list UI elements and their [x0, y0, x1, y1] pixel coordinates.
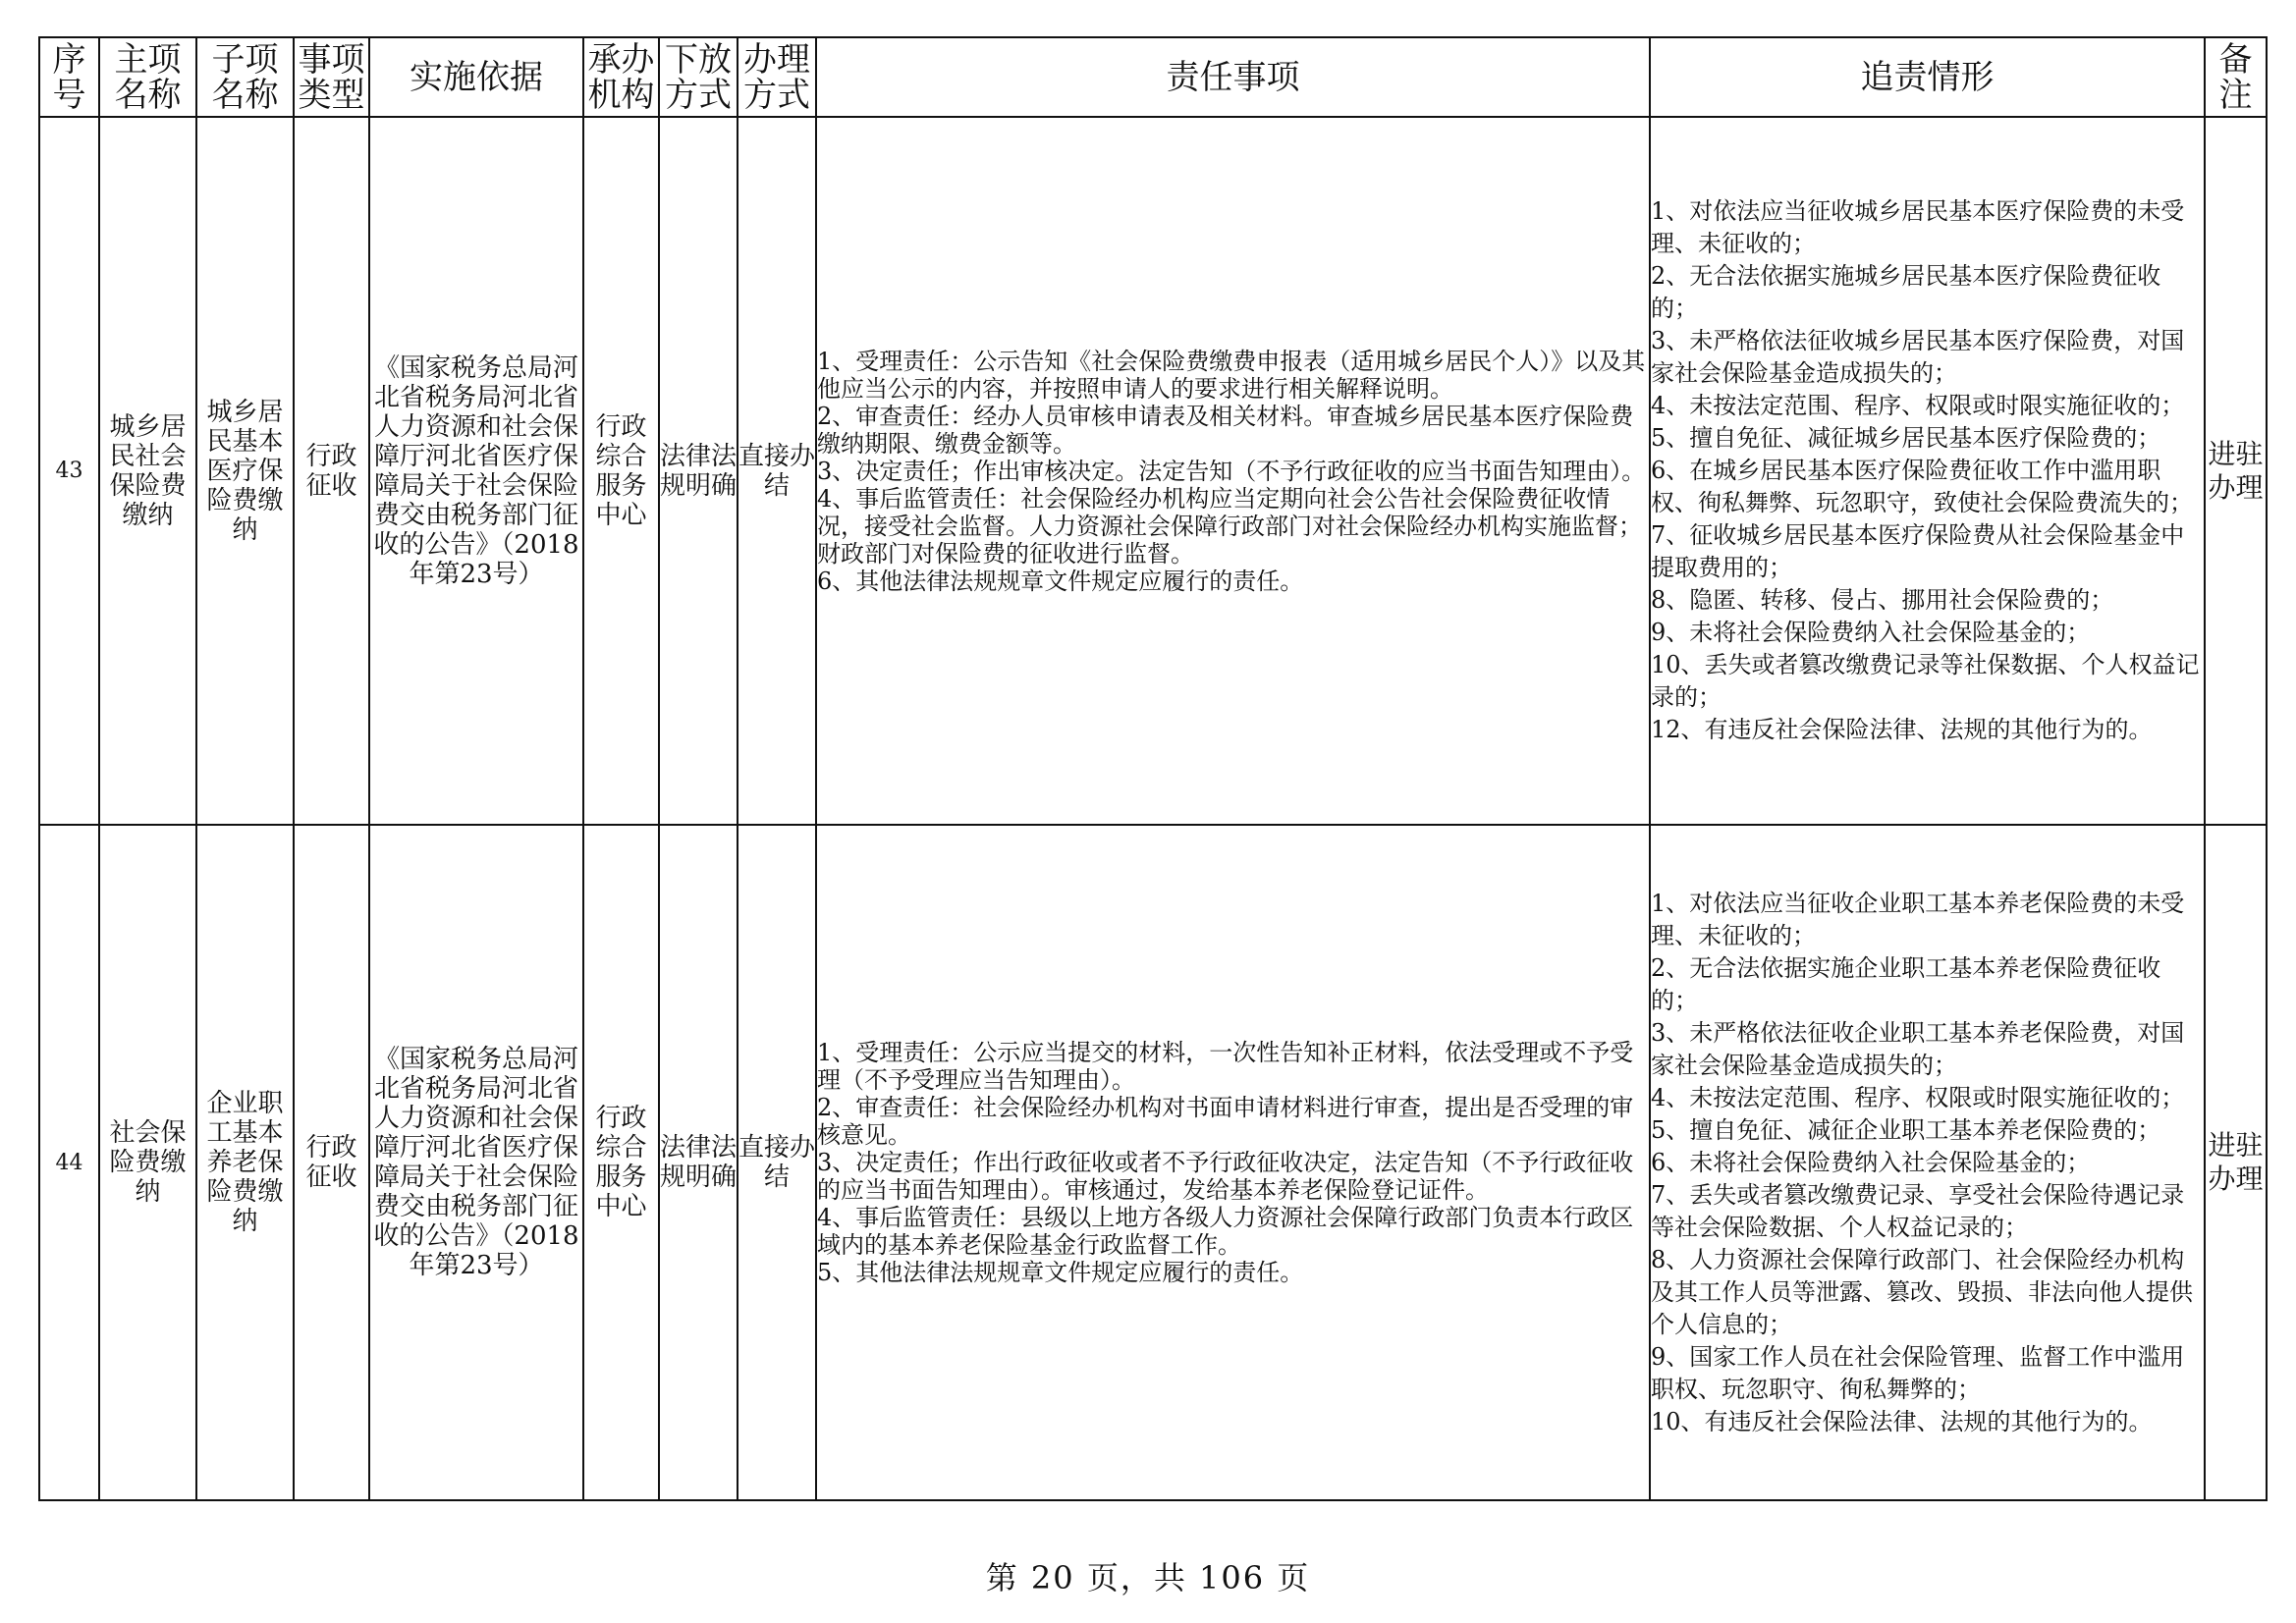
row-responsibility — [816, 117, 1650, 825]
text-line: 8、人力资源社会保障行政部门、社会保险经办机构及其工作人员等泄露、篡改、毁损、非法向他人提供个人信息的； — [1651, 1245, 2193, 1338]
text-line: 4、事后监管责任：县级以上地方各级人力资源社会保障行政部门负责本行政区域内的基本养老保险基金行政监督工作。 — [817, 1204, 1634, 1259]
text-line: 2、审查责任：经办人员审核申请表及相关材料。审查城乡居民基本医疗保险费缴纳期限、缴费金额等。 — [817, 402, 1634, 458]
header-basis: 实施依据 — [369, 37, 583, 117]
text-line: 6、未将社会保险费纳入社会保险基金的； — [1651, 1148, 2091, 1176]
row-delegation: 法律法规明确 — [659, 825, 738, 1500]
text-line: 1、受理责任：公示告知《社会保险费缴费申报表（适用城乡居民个人）》以及其他应当公示的内容，并按照申请人的要求进行相关解释说明。 — [817, 347, 1646, 403]
text-line: 12、有违反社会保险法律、法规的其他行为的。 — [1651, 716, 2153, 743]
row-item-type: 行政征收 — [294, 117, 369, 825]
text-line: 5、擅自免征、减征城乡居民基本医疗保险费的； — [1651, 424, 2161, 452]
text-line: 7、征收城乡居民基本医疗保险费从社会保险基金中提取费用的； — [1651, 521, 2185, 581]
header-sub-item: 子项名称 — [196, 37, 294, 117]
row-accountability — [1650, 117, 2205, 825]
text-line: 1、受理责任：公示应当提交的材料，一次性告知补正材料，依法受理或不予受理（不予受理应当告知理由）。 — [817, 1039, 1634, 1094]
row-org: 行政综合服务中心 — [583, 117, 659, 825]
header-main-item: 主项名称 — [99, 37, 196, 117]
row-note: 进驻办理 — [2205, 825, 2267, 1500]
table-row — [39, 825, 2267, 1500]
text-line: 2、审查责任：社会保险经办机构对书面申请材料进行审查，提出是否受理的审核意见。 — [817, 1094, 1634, 1149]
row-handling: 直接办结 — [738, 117, 816, 825]
row-main-item: 城乡居民社会保险费缴纳 — [99, 117, 196, 825]
row-basis: 《国家税务总局河北省税务局河北省人力资源和社会保障厅河北省医疗保障局关于社会保险费交由税务部门征收的公告》（2018年第23号） — [369, 117, 583, 825]
row-handling: 直接办结 — [738, 825, 816, 1500]
row-org: 行政综合服务中心 — [583, 825, 659, 1500]
row-sub-item: 企业职工基本养老保险费缴纳 — [196, 825, 294, 1500]
text-line: 10、有违反社会保险法律、法规的其他行为的。 — [1651, 1407, 2153, 1435]
row-item-type: 行政征收 — [294, 825, 369, 1500]
text-line: 6、在城乡居民基本医疗保险费征收工作中滥用职权、徇私舞弊、玩忽职守，致使社会保险费流失的； — [1651, 457, 2193, 516]
header-handling: 办理方式 — [738, 37, 816, 117]
header-seq: 序号 — [39, 37, 99, 117]
text-line: 4、未按法定范围、程序、权限或时限实施征收的； — [1651, 392, 2185, 419]
row-seq: 44 — [39, 825, 99, 1500]
text-line: 3、未严格依法征收企业职工基本养老保险费，对国家社会保险基金造成损失的； — [1651, 1018, 2185, 1079]
header-delegation: 下放方式 — [659, 37, 738, 117]
header-responsibility: 责任事项 — [816, 37, 1650, 117]
row-seq: 43 — [39, 117, 99, 825]
text-line: 6、其他法律法规规章文件规定应履行的责任。 — [817, 567, 1304, 595]
text-line: 5、其他法律法规规章文件规定应履行的责任。 — [817, 1259, 1304, 1286]
text-line: 3、决定责任；作出审核决定。法定告知（不予行政征收的应当书面告知理由）。 — [817, 457, 1646, 485]
text-line: 4、未按法定范围、程序、权限或时限实施征收的； — [1651, 1083, 2185, 1111]
text-line: 5、擅自免征、减征企业职工基本养老保险费的； — [1651, 1115, 2161, 1144]
text-line: 9、未将社会保险费纳入社会保险基金的； — [1651, 619, 2091, 646]
text-line: 3、决定责任；作出行政征收或者不予行政征收决定，法定告知（不予行政征收的应当书面告知理由）。审核通过，发给基本养老保险登记证件。 — [817, 1149, 1634, 1204]
header-accountability: 追责情形 — [1650, 37, 2205, 117]
header-org: 承办机构 — [583, 37, 659, 117]
text-line: 8、隐匿、转移、侵占、挪用社会保险费的； — [1651, 586, 2114, 614]
text-line: 7、丢失或者篡改缴费记录、享受社会保险待遇记录等社会保险数据、个人权益记录的； — [1651, 1180, 2185, 1241]
header-note: 备注 — [2205, 37, 2267, 117]
text-line: 4、事后监管责任：社会保险经办机构应当定期向社会公告社会保险费征收情况，接受社会监督。人力资源社会保障行政部门对社会保险经办机构实施监督；财政部门对保险费的征收进行监督。 — [817, 484, 1642, 568]
text-line: 1、对依法应当征收企业职工基本养老保险费的未受理、未征收的； — [1651, 889, 2185, 949]
row-delegation: 法律法规明确 — [659, 117, 738, 825]
row-note: 进驻办理 — [2205, 117, 2267, 825]
page-footer: 第 20 页，共 106 页 — [985, 1559, 1311, 1596]
responsibility-table — [38, 36, 2268, 1501]
row-basis: 《国家税务总局河北省税务局河北省人力资源和社会保障厅河北省医疗保障局关于社会保险费交由税务部门征收的公告》（2018年第23号） — [369, 825, 583, 1500]
header-row — [39, 37, 2267, 117]
text-line: 2、无合法依据实施企业职工基本养老保险费征收的； — [1651, 953, 2161, 1014]
text-line: 3、未严格依法征收城乡居民基本医疗保险费，对国家社会保险基金造成损失的； — [1651, 327, 2185, 387]
text-line: 9、国家工作人员在社会保险管理、监督工作中滥用职权、玩忽职守、徇私舞弊的； — [1651, 1342, 2185, 1403]
header-item-type: 事项类型 — [294, 37, 369, 117]
text-line: 10、丢失或者篡改缴费记录等社保数据、个人权益记录的； — [1651, 651, 2200, 711]
text-line: 1、对依法应当征收城乡居民基本医疗保险费的未受理、未征收的； — [1651, 197, 2185, 257]
row-responsibility — [816, 825, 1650, 1500]
row-main-item: 社会保险费缴纳 — [99, 825, 196, 1500]
text-line: 2、无合法依据实施城乡居民基本医疗保险费征收的； — [1651, 262, 2161, 322]
row-sub-item: 城乡居民基本医疗保险费缴纳 — [196, 117, 294, 825]
row-accountability — [1650, 825, 2205, 1500]
table-row — [39, 117, 2267, 825]
